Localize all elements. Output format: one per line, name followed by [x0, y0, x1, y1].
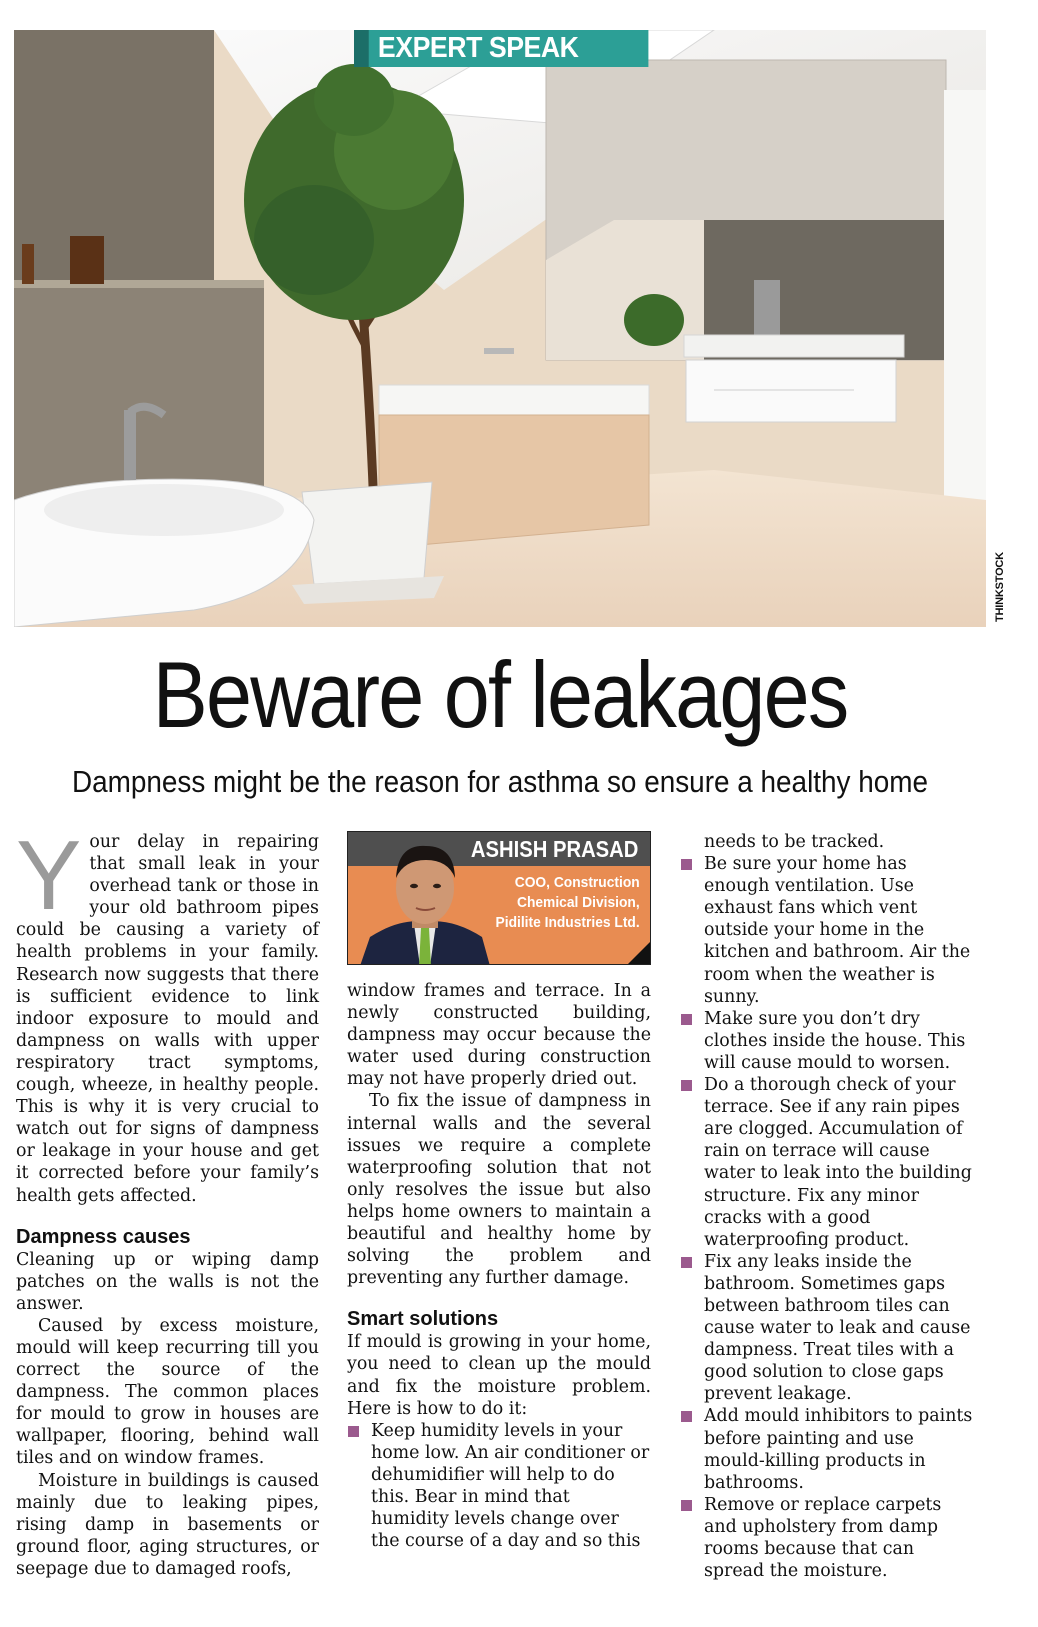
intro-paragraph [16, 820, 319, 1207]
section-heading-smart-solutions: Smart solutions [347, 1308, 499, 1331]
list-item: Add mould inhibitors to paints before painting and use mould-killing products in bathrooms. [680, 1405, 975, 1493]
drop-cap: Y [16, 820, 82, 930]
section-heading-dampness-causes: Dampness causes [16, 1225, 191, 1248]
hero-photo [14, 30, 986, 627]
solutions-list [347, 1420, 651, 1553]
photo-credit-text: THINKSTOCK [994, 552, 1006, 622]
column-1 [16, 820, 319, 1580]
corner-triangle [627, 941, 651, 965]
headline: Beware of leakages [152, 642, 848, 747]
list-item: Be sure your home has enough ventilation. Use exhaust fans which vent outside your home in the kitchen and bathroom. Air the room when the weather is sunny. [680, 853, 975, 1008]
paragraph: needs to be tracked. [704, 832, 885, 852]
expert-role-line: Pidilite Industries Ltd. [495, 914, 640, 931]
paragraph: If mould is growing in your home, you need to clean up the mould and fix the moisture problem. Here is how to do it: [347, 1332, 651, 1419]
intro-text: our delay in repairing that small leak in your overhead tank or those in your old bathroom pipes could be causing a variety of health problems in your family. Research now suggests that there is sufficient evidence to link indoor exposure to mould and dampness on walls with upper respiratory tract symptoms, cough, wheeze, in healthy people. This is why it is very crucial to watch out for signs of dampness or leakage in your house and get it corrected before your family’s health gets affected. [16, 832, 319, 1206]
photo-credit [982, 548, 1012, 628]
paragraph: window frames and terrace. In a newly constructed building, dampness may occur because the water used during construction may not have properly dried out. [347, 981, 651, 1090]
column-3 [680, 831, 975, 1582]
section-kicker: EXPERT SPEAK [354, 30, 648, 67]
paragraph: Moisture in buildings is caused mainly due to leaking pipes, rising damp in basements or ground floor, aging structures, or seepage due to damaged roofs, [16, 1470, 319, 1579]
list-item: Remove or replace carpets and upholstery from damp rooms because that can spread the moisture. [680, 1494, 975, 1582]
list-item: Do a thorough check of your terrace. See if any rain pipes are clogged. Accumulation of rain on terrace will cause water to leak into the building structure. Fix any minor cracks with a good waterproofing product. [680, 1074, 975, 1251]
list-item: Fix any leaks inside the bathroom. Sometimes gaps between bathroom tiles can cause water to leak and cause dampness. Treat tiles with a good solution to close gaps prevent leakage. [680, 1251, 975, 1406]
column-2 [347, 831, 651, 1552]
expert-profile-box [347, 831, 651, 965]
list-item: Keep humidity levels in your home low. An air conditioner or dehumidifier will help to do this. Bear in mind that humidity levels change over the course of a day and so this [347, 1420, 651, 1553]
expert-role [496, 873, 640, 933]
solutions-list-continued [680, 853, 975, 1582]
bathroom-illustration [14, 30, 986, 627]
deck-subheadline: Dampness might be the reason for asthma so ensure a healthy home [71, 764, 929, 799]
paragraph: Cleaning up or wiping damp patches on the walls is not the answer. [16, 1249, 319, 1314]
paragraph: Caused by excess moisture, mould will keep recurring till you correct the source of the dampness. The common places for mould to grow in houses are wallpaper, flooring, behind wall tiles and on window frames. [16, 1315, 319, 1469]
list-item: Make sure you don’t dry clothes inside the house. This will cause mould to worsen. [680, 1008, 975, 1074]
expert-name: ASHISH PRASAD [470, 836, 638, 862]
expert-role-line: Chemical Division, [517, 894, 640, 911]
expert-role-line: COO, Construction [515, 874, 640, 891]
paragraph: To fix the issue of dampness in internal walls and the several issues we require a complete waterproofing solution that not only resolves the issue but also helps home owners to maintain a beautiful and healthy home by solving the problem and preventing any further damage. [347, 1091, 651, 1289]
